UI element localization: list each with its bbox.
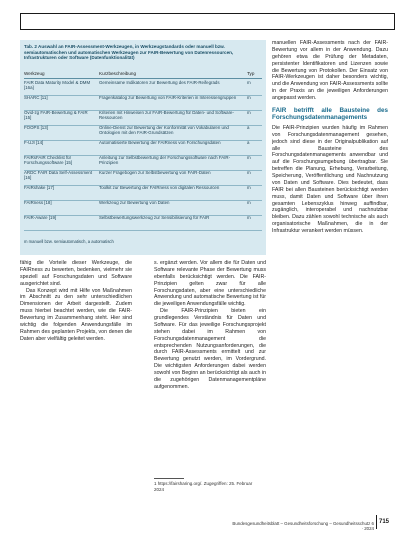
cell-tool: ARDC FAIR Data Self-Assessment [16] [24,170,93,181]
header-description: Kurzbeschreibung [99,71,137,76]
cell-description: Fragenkatalog zur Bewertung von FAIR-Kriterien in Interessengruppen [99,95,237,100]
column-right [272,40,388,510]
paragraph: Das Konzept wird mit Hilfe von Maßnahmen im Abschnitt zu den sehr unterschiedlichen Dimensionen der Arbeit dargestellt. Zudem muss hierbei beachtet werden, wie die FAIR-Bewertung im Zusammenhang steht. Hier sind wichtig die folgenden Anwendungsfälle im Rahmen des geplanten Projekts, von denen die Daten aber vielfältig geleitet werden. [20,287,132,342]
cell-description: Kriterien mit Hinweisen zur FAIR-Bewertung für Daten- und Software-Ressourcen [99,110,234,121]
cell-tool: FAIRness [18] [24,200,52,205]
column-middle [154,260,266,470]
table-row [24,95,262,111]
header-type: Typ [247,71,255,76]
cell-tool: FAIR-Aware [19] [24,215,57,220]
paragraph: s. ergänzt werden. Vor allem die für Daten und Software relevante Phase der Bewertung muss ebenfalls berücksichtigt werden. Die FAIR-Prinzipien gelten zwar für alle Forschungsdaten, aber eine unterschiedliche Anwendung und automatische Bewertung ist für die jeweiligen Anwendungsfälle wichtig. [154,260,266,308]
table-row [24,110,262,126]
table-row [24,155,262,171]
cell-type: a [247,125,250,130]
cell-tool: FAIR Data Maturity Model & DMM [16a] [24,80,91,91]
cell-type: m [247,200,251,205]
cell-tool: FAIRsFAIR Checklist für Forschungssoftware [15] [24,155,73,166]
cell-description: Selbstbewertungswerkzeug zur Sensibilisierung für FAIR [99,215,210,220]
cell-type: m [247,215,251,220]
table-row [24,80,262,96]
table-row [24,140,262,156]
cell-description: Anleitung zur Selbstbewertung der Forschungssoftware nach FAIR-Prinzipien [99,155,231,166]
paragraph: manuellen FAIR-Assessments nach der FAIR-Bewertung vor allem in der Anwendung. Dazu gehören etwa die Prüfung der Metadaten, persistenter Identifikatoren und Lizenzen sowie die Bewertung von Protokollen. Der Einsatz von FAIR-Werkzeugen ist daher besonders wichtig, und die Anwendung von FAIR-Assessments sollte in der Praxis an die jeweiligen Anforderungen angepasst werden. [272,40,388,101]
cell-type: m [247,170,251,175]
cell-description: Automatisierte Bewertung der FAIRness von Forschungsdaten [99,140,221,145]
column-left [20,260,132,343]
table-row [24,185,262,201]
cell-tool: FAIRshake [17] [24,185,55,190]
page-number: 715 [376,515,396,529]
cell-tool: F-UJI [14] [24,140,44,145]
cell-tool: Ovid-zg FAIR-Bewertung & FAIR [15] [24,110,88,121]
cell-description: Toolkit zur Bewertung der FAIRness von digitalen Ressourcen [99,185,220,190]
header-tool: Werkzeug [24,71,45,76]
cell-type: m [247,80,251,85]
cell-type: m [247,95,251,100]
table-footer: m manuell bzw. semiautomatisch, a automatisch [24,239,114,244]
cell-description: Gemeinsame Indikatoren zur Bewertung des FAIR-Reifegrads [99,80,220,85]
section-heading: FAIR betrifft alle Bausteine des Forschungsdatenmanagements [272,106,388,122]
cell-tool: FOOPS [13] [24,125,48,130]
cell-description: Kurzer Fragebogen zur Selbstbewertung von FAIR-Daten [99,170,211,175]
paragraph: Die FAIR-Prinzipien bieten ein grundlegendes Verständnis für Daten und Software. Für das jeweilige Forschungsprojekt stehen dabei im Rahmen von Forschungsdatenmanagement die entsprechenden Nutzungsanforderungen, die durch FAIR-Assessments ermittelt und zur Bewertung genutzt werden, im Vordergrund. Die wichtigsten Anforderungen dabei werden sowohl von Beginn an berücksichtigt als auch in die zugehörigen Datenmanagementpläne aufgenommen. [154,308,266,390]
footnote-rule [154,478,184,479]
cell-tool: SHARC [11] [24,95,48,100]
cell-type: m [247,110,251,115]
table-caption: Tab. 2 Auswahl an FAIR-Assessment-Werkzeugen, in Werkzeugstandards oder manuell bzw. semiautomatischen und automatischen Werkzeugen zur FAIR-Bewertung von Datenressourcen, Infrastrukturen oder Software (Datenfunktionalität) [24,44,234,61]
table-row [24,125,262,141]
footnote: 1 https://fairsharing.org/. Zugegriffen: 25. Februar 2024 [154,481,253,492]
table-row [24,200,262,216]
cell-type: m [247,155,251,160]
paragraph: Die FAIR-Prinzipien wurden häufig im Rahmen von Forschungsdatenmanagement gesehen, jedoch sind diese in der Originalpublikation auf alle Bausteine des Forschungsdatenmanagements anwendbar und auf die Forschungsumgebung übertragbar. Sie betreffen die Planung, Erhebung, Verarbeitung, Speicherung, Veröffentlichung und Nachnutzung von Daten und Software. Dies bedeutet, dass FAIR bei allen Bausteinen berücksichtigt werden muss, damit Daten und Software über ihren gesamten Lebenszyklus hinweg auffindbar, zugänglich, interoperabel und nachnutzbar bleiben. Dazu zählen sowohl technische als auch organisatorische Maßnahmen, die in der Infrastruktur verankert werden müssen. [272,124,388,234]
cell-description: Online-Dienst zur Bewertung der Konformität von Vokabularen und Ontologien mit den FAIR-Grundsätzen [99,125,229,136]
paragraph: fähig die Vorteile dieser Werkzeuge, die FAIRness zu bewerten, bedenken, vielmehr sie speziell auf Forschungsdaten und Software ausgerichtet sind. [20,260,132,287]
table-row [24,215,262,231]
table-header [24,70,262,79]
cell-description: Werkzeug zur Bewertung von Daten [99,200,170,205]
cell-type: m [247,185,251,190]
cell-type: a [247,140,250,145]
header-frame [20,13,395,30]
journal-footer: Bundesgesundheitsblatt – Gesundheitsforschung – Gesundheitsschutz 6 · 2024 [232,521,374,531]
table-row [24,170,262,186]
